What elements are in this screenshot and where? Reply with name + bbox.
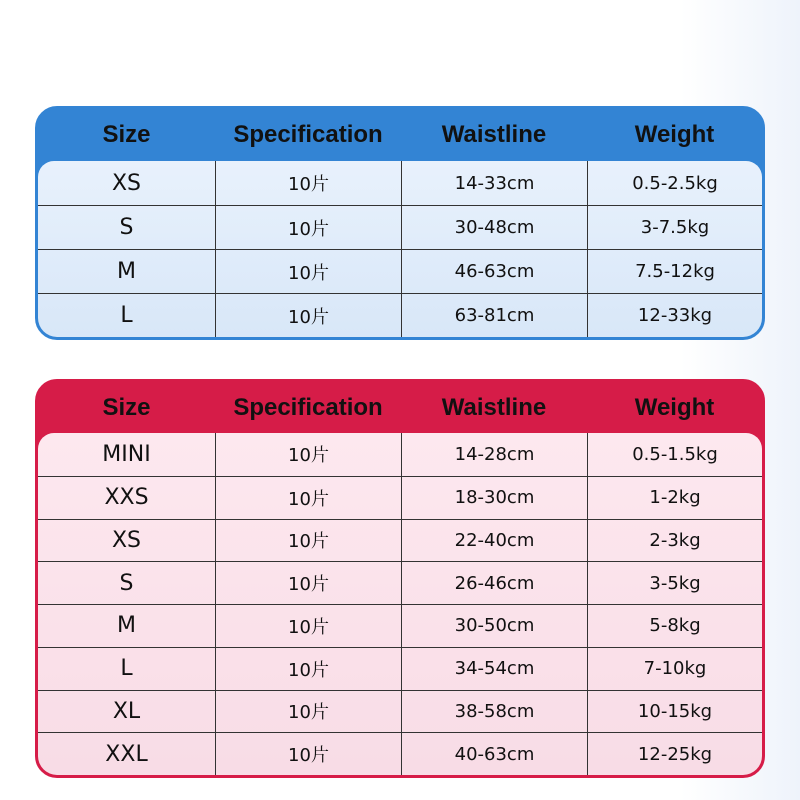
header-waistline: Waistline: [441, 393, 547, 421]
cell-specification: 10片: [215, 206, 401, 249]
table-header: [38, 382, 762, 433]
cell-size: L: [120, 656, 133, 682]
cell-specification: 10片: [215, 648, 401, 690]
cell-weight: 7.5-12kg: [587, 250, 762, 293]
cell-size: XS: [111, 527, 142, 553]
cell-specification: 10片: [215, 250, 401, 293]
cell-weight: 12-25kg: [587, 733, 762, 775]
header-weight: Weight: [634, 393, 715, 421]
header-size: Size: [102, 121, 151, 148]
cell-waistline: 46-63cm: [401, 250, 587, 293]
cell-waistline: 34-54cm: [401, 648, 587, 690]
cell-weight: 5-8kg: [587, 605, 762, 647]
cell-size: XS: [111, 170, 142, 196]
table-row: [38, 561, 762, 604]
cell-weight: 2-3kg: [587, 520, 762, 562]
table-row: [38, 604, 762, 647]
cell-weight: 1-2kg: [587, 477, 762, 519]
table-body: [38, 161, 762, 337]
cell-size: MINI: [102, 441, 151, 467]
cell-size: M: [117, 259, 136, 284]
cell-specification: 10片: [215, 477, 401, 519]
table-row: [38, 519, 762, 562]
cell-waistline: 30-50cm: [401, 605, 587, 647]
header-specification: Specification: [233, 393, 383, 421]
cell-size: XXL: [105, 741, 148, 767]
cell-specification: 10片: [215, 605, 401, 647]
cell-weight: 0.5-2.5kg: [587, 161, 762, 205]
size-table-blue: [35, 106, 765, 340]
table-row: [38, 249, 762, 293]
cell-specification: 10片: [215, 294, 401, 337]
cell-size: L: [120, 303, 133, 328]
cell-size: XXS: [104, 485, 149, 511]
table-body: [38, 433, 762, 775]
cell-waistline: 14-33cm: [401, 161, 587, 205]
table-row: [38, 690, 762, 733]
cell-waistline: 18-30cm: [401, 477, 587, 519]
cell-specification: 10片: [215, 562, 401, 604]
cell-weight: 3-5kg: [587, 562, 762, 604]
cell-specification: 10片: [215, 520, 401, 562]
cell-specification: 10片: [215, 733, 401, 775]
cell-waistline: 22-40cm: [401, 520, 587, 562]
cell-specification: 10片: [215, 691, 401, 733]
cell-weight: 3-7.5kg: [587, 206, 762, 249]
cell-specification: 10片: [215, 433, 401, 476]
cell-waistline: 26-46cm: [401, 562, 587, 604]
cell-waistline: 40-63cm: [401, 733, 587, 775]
cell-weight: 10-15kg: [587, 691, 762, 733]
table-row: [38, 647, 762, 690]
cell-size: S: [119, 215, 134, 240]
cell-waistline: 30-48cm: [401, 206, 587, 249]
cell-size: M: [117, 613, 136, 639]
size-table-red: [35, 379, 765, 778]
header-weight: Weight: [634, 121, 715, 148]
cell-weight: 12-33kg: [587, 294, 762, 337]
table-header: [38, 109, 762, 161]
header-size: Size: [102, 393, 151, 421]
cell-size: S: [119, 570, 134, 596]
table-row: [38, 205, 762, 249]
cell-size: XL: [112, 698, 141, 724]
table-row: [38, 732, 762, 775]
cell-waistline: 38-58cm: [401, 691, 587, 733]
table-row: [38, 433, 762, 476]
cell-waistline: 14-28cm: [401, 433, 587, 476]
header-waistline: Waistline: [441, 121, 547, 148]
cell-specification: 10片: [215, 161, 401, 205]
table-row: [38, 293, 762, 337]
cell-waistline: 63-81cm: [401, 294, 587, 337]
cell-weight: 7-10kg: [587, 648, 762, 690]
table-row: [38, 476, 762, 519]
cell-weight: 0.5-1.5kg: [587, 433, 762, 476]
table-row: [38, 161, 762, 205]
header-specification: Specification: [233, 121, 383, 148]
